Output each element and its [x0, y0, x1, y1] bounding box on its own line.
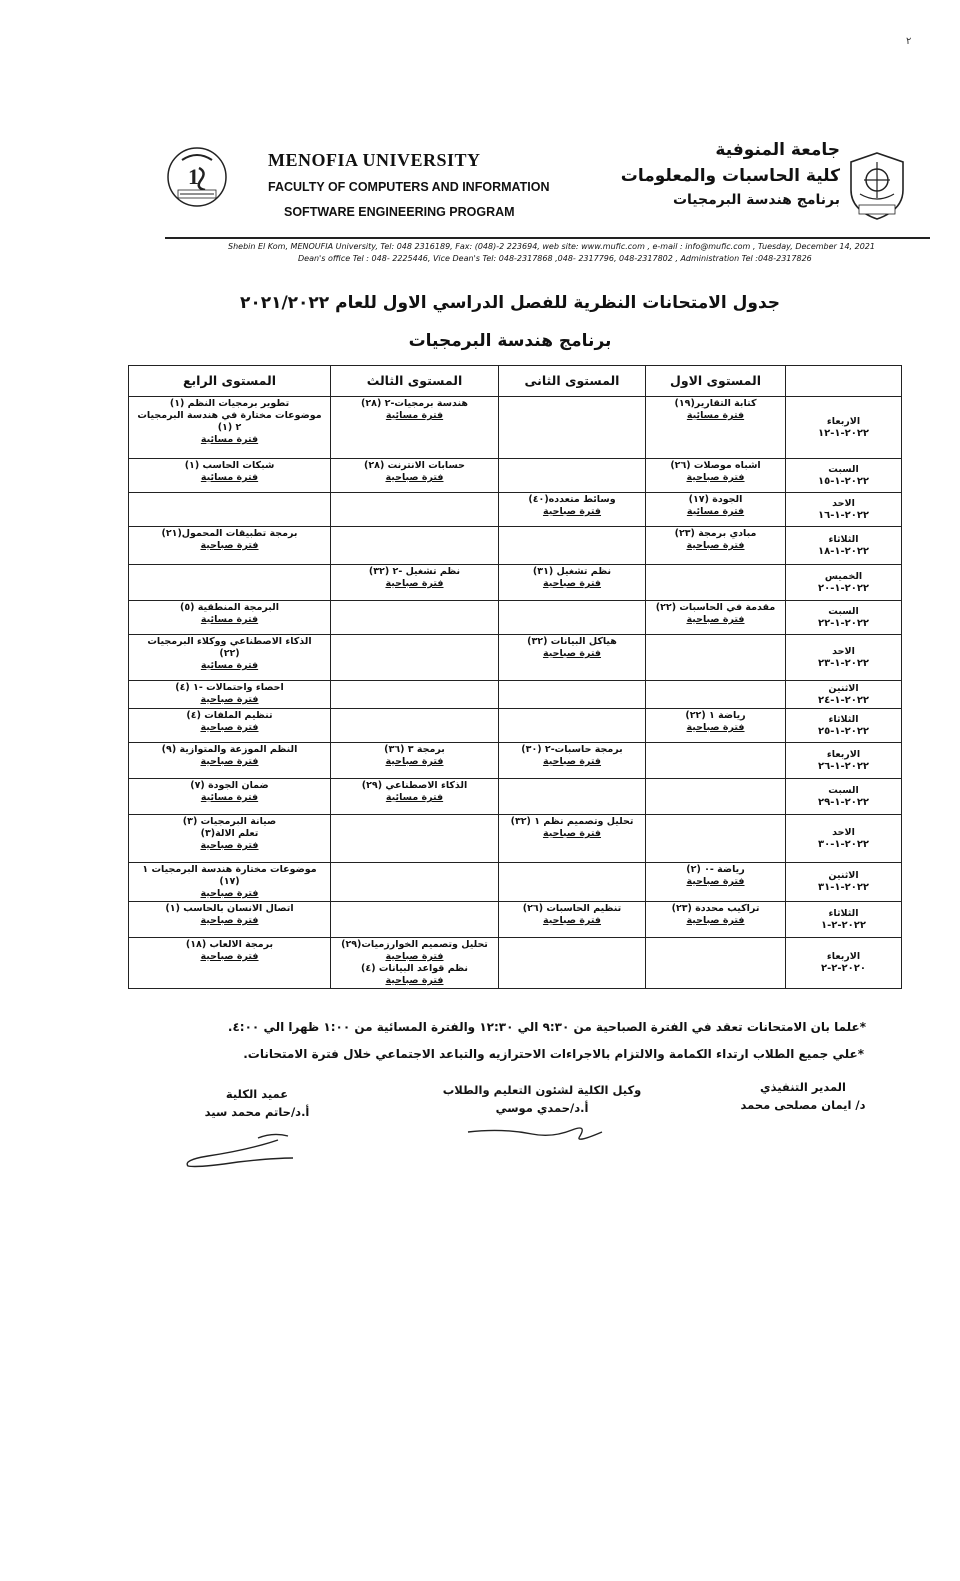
- table-row: [129, 459, 902, 493]
- level-2-cell: [499, 902, 646, 938]
- exam-date: ٢٠٢٢-١-٢٣: [817, 657, 870, 669]
- subject-name: تحليل وتصميم نظم ١ (٣٢): [510, 816, 634, 827]
- day-name: الاربعاء: [826, 951, 861, 962]
- exam-period: فترة صباحية: [542, 578, 602, 589]
- level-3-cell: [331, 681, 499, 709]
- exam-period: فترة مسائية: [686, 410, 745, 421]
- level-4-cell: [129, 601, 331, 635]
- exam-period: فترة صباحية: [385, 472, 444, 483]
- exam-period: فترة مسائية: [686, 506, 745, 517]
- level-3-cell: [331, 938, 499, 989]
- exam-period: فترة صباحية: [686, 540, 745, 551]
- day-cell: [786, 459, 902, 493]
- subject-name: رياضة -٠ (٢): [686, 864, 745, 875]
- subject-name: كتابة التقارير(١٩): [674, 398, 757, 409]
- schedule-title: جدول الامتحانات النظرية للفصل الدراسي الاول للعام ٢٠٢١/٢٠٢٢: [239, 293, 781, 313]
- level-1-cell: [646, 902, 786, 938]
- vice-dean-title: وكيل الكلية لشئون التعليم والطلاب: [442, 1083, 642, 1097]
- day-cell: [786, 743, 902, 779]
- exam-period: فترة مسائية: [200, 792, 259, 803]
- level-4-cell: [129, 743, 331, 779]
- vice-dean-name: أ.د/حمدي موسي: [495, 1101, 589, 1115]
- day-name: الاثنين: [828, 870, 859, 881]
- level-1-cell: [646, 743, 786, 779]
- level-2-cell: [499, 938, 646, 989]
- subject-name: مبادي برمجة (٢٣): [674, 528, 757, 539]
- exam-period: فترة صباحية: [686, 915, 745, 926]
- exam-period: فترة صباحية: [385, 756, 444, 767]
- subject-name: موضوعات مختارة هندسة البرمجيات ١: [142, 864, 317, 875]
- day-name: الاربعاء: [826, 748, 861, 760]
- exam-date: ٢٠٢٢-١-١٢: [817, 427, 870, 439]
- day-cell: [786, 397, 902, 459]
- day-name: الاربعاء: [826, 415, 861, 427]
- exam-period: فترة صباحية: [686, 614, 745, 625]
- subject-name: الذكاء الاصطناعي ووكلاء البرمجيات: [147, 636, 312, 647]
- level-4-cell: [129, 779, 331, 815]
- exam-period: فترة صباحية: [385, 951, 444, 962]
- table-row: [129, 709, 902, 743]
- level-3-cell: [331, 493, 499, 527]
- level-3-cell: [331, 397, 499, 459]
- level-3-cell: [331, 743, 499, 779]
- table-row: [129, 743, 902, 779]
- exam-period: فترة مسائية: [200, 660, 259, 671]
- subject-name: هياكل البيانات (٣٢): [527, 636, 617, 647]
- subject-name: نظم قواعد البيانات (٤): [361, 963, 468, 974]
- subject-name: حسابات الانترنت (٢٨): [364, 460, 465, 471]
- level-2-cell: [499, 459, 646, 493]
- day-name: الثلاثاء: [828, 907, 859, 919]
- level-3-cell: [331, 459, 499, 493]
- subject-name: تحليل وتصميم الخوارزميات(٢٩): [341, 939, 488, 950]
- level-4-cell: [129, 459, 331, 493]
- level-2-cell: [499, 815, 646, 863]
- table-row: [129, 635, 902, 681]
- level-3-cell: [331, 709, 499, 743]
- table-row: [129, 565, 902, 601]
- day-name: السبت: [828, 784, 859, 796]
- level-3-cell: [331, 635, 499, 681]
- university-name-en: MENOFIA UNIVERSITY: [268, 150, 481, 170]
- exam-period: فترة صباحية: [200, 915, 259, 926]
- exam-period: فترة صباحية: [200, 840, 259, 851]
- day-name: الخميس: [824, 570, 863, 582]
- svg-text:1: 1: [188, 164, 199, 189]
- contact-line-1: Shebin El Kom, MENOUFIA University, Tel: 048 2316189, Fax: (048)-2 223694, web site: www.mufic.com , e-mail : info@mufic.com , Tuesday, December 14, 2021: [228, 242, 875, 251]
- level-1-cell: [646, 493, 786, 527]
- signature-vice-dean: [432, 1083, 652, 1115]
- exam-date: ٢٠٢٢-١-٢٦: [817, 760, 870, 772]
- table-row: [129, 681, 902, 709]
- subject-name: شبكات الحاسب (١): [184, 460, 275, 471]
- subject-name: تنظيم الحاسبات (٢٦): [522, 903, 622, 914]
- exam-schedule-table: [128, 365, 902, 989]
- table-row: [129, 493, 902, 527]
- table-row: [129, 938, 902, 989]
- subject-name: صيانة البرمجيات (٣): [182, 816, 277, 827]
- level-2-cell: [499, 681, 646, 709]
- program-name-ar: برنامج هندسة البرمجيات: [672, 192, 840, 208]
- note-exam-times: *علما بان الامتحانات تعقد في الفترة الصباحية من ٩:٣٠ الي ١٢:٣٠ والفترة المسائية من ١:٠٠ ظهرا الي ٤:٠٠.: [227, 1020, 866, 1034]
- day-name: الاحد: [832, 497, 855, 509]
- executive-title: المدير التنفيذي: [760, 1080, 846, 1094]
- table-row: [129, 779, 902, 815]
- level-2-cell: [499, 493, 646, 527]
- faculty-name-ar: كلية الحاسبات والمعلومات: [620, 166, 840, 186]
- exam-period: فترة مسائية: [385, 410, 444, 421]
- level-2-cell: [499, 709, 646, 743]
- table-row: [129, 527, 902, 565]
- subject-name: (١٧): [219, 876, 240, 887]
- program-name-en: SOFTWARE ENGINEERING PROGRAM: [284, 205, 515, 219]
- day-cell: [786, 938, 902, 989]
- table-header-row: [129, 366, 902, 397]
- exam-date: ٢٠٢٢-١-٢٢: [817, 617, 870, 629]
- level-1-cell: [646, 527, 786, 565]
- dean-title: عميد الكلية: [225, 1087, 289, 1101]
- level-4-cell: [129, 527, 331, 565]
- level-1-cell: [646, 601, 786, 635]
- level-3-cell: [331, 565, 499, 601]
- level-4-cell: [129, 815, 331, 863]
- day-cell: [786, 601, 902, 635]
- subject-name: احصاء واحتمالات -١ (٤): [175, 682, 284, 693]
- day-name: الاحد: [832, 826, 855, 838]
- faculty-logo: [166, 146, 228, 208]
- signature-executive: [738, 1080, 868, 1112]
- subject-name: ٢ (١): [217, 422, 242, 433]
- day-name: الاحد: [832, 645, 855, 657]
- university-logo: [846, 150, 908, 222]
- day-name: السبت: [828, 605, 859, 617]
- exam-period: فترة مسائية: [385, 792, 444, 803]
- level-4-cell: [129, 709, 331, 743]
- level-4-cell: [129, 493, 331, 527]
- exam-period: فترة صباحية: [686, 876, 745, 887]
- header-level-2: المستوى الثانى: [499, 366, 646, 397]
- day-cell: [786, 902, 902, 938]
- exam-period: فترة صباحية: [200, 722, 259, 733]
- exam-date: ٢٠٢٢-١-٢٥: [817, 725, 870, 737]
- level-1-cell: [646, 459, 786, 493]
- note-covid-measures: *علي جميع الطلاب ارتداء الكمامة والالتزام بالاجراءات الاحترازيه والتباعد الاجتماعي خلال فترة الامتحانات.: [243, 1047, 864, 1061]
- header-level-4: المستوى الرابع: [129, 366, 331, 397]
- level-1-cell: [646, 938, 786, 989]
- exam-period: فترة صباحية: [200, 540, 259, 551]
- level-3-cell: [331, 902, 499, 938]
- day-cell: [786, 815, 902, 863]
- subject-name: اتصال الانسان بالحاسب (١): [165, 903, 294, 914]
- day-cell: [786, 493, 902, 527]
- subject-name: البرمجة المنطقية (٥): [179, 602, 279, 613]
- header-divider: [165, 237, 930, 239]
- day-cell: [786, 565, 902, 601]
- level-4-cell: [129, 397, 331, 459]
- header-level-1: المستوى الاول: [646, 366, 786, 397]
- subject-name: تنظيم الملفات (٤): [186, 710, 273, 721]
- level-2-cell: [499, 779, 646, 815]
- subject-name: مقدمة في الحاسبات (٢٢): [655, 602, 776, 613]
- day-cell: [786, 863, 902, 902]
- day-cell: [786, 527, 902, 565]
- exam-date: ٢٠٢٢-١-١٨: [817, 545, 870, 557]
- subject-name: الذكاء الاصطناعي (٢٩): [361, 780, 468, 791]
- level-2-cell: [499, 601, 646, 635]
- subject-name: برمجة تطبيقات المحمول(٢١): [161, 528, 298, 539]
- level-3-cell: [331, 863, 499, 902]
- subject-name: برمجة الالعاب (١٨): [185, 939, 274, 950]
- day-name: الاثنين: [828, 682, 859, 694]
- exam-date: ٢٠٢٢-١-٢٩: [817, 796, 870, 808]
- executive-name: د/ ايمان مصلحى محمد: [740, 1098, 866, 1112]
- table-row: [129, 601, 902, 635]
- faculty-name-en: FACULTY OF COMPUTERS AND INFORMATION: [268, 180, 550, 194]
- subject-name: النظم الموزعة والمتوازية (٩): [161, 744, 298, 755]
- exam-period: فترة صباحية: [385, 975, 444, 986]
- subject-name: اشباه موصلات (٢٦): [670, 460, 761, 471]
- exam-period: فترة صباحية: [385, 578, 444, 589]
- day-name: السبت: [828, 463, 859, 475]
- subject-name: تطوير برمجيات النظم (١): [169, 398, 290, 409]
- level-4-cell: [129, 902, 331, 938]
- level-1-cell: [646, 565, 786, 601]
- exam-date: ٢٠٢٠-٢-٢: [821, 963, 866, 974]
- exam-period: فترة صباحية: [542, 648, 602, 659]
- subject-name: هندسة برمجيات-٢ (٢٨): [361, 398, 468, 409]
- exam-date: ٢٠٢٢-١-٣٠: [817, 838, 870, 850]
- exam-date: ٢٠٢٢-١-٢٠: [817, 582, 870, 594]
- day-name: الثلاثاء: [828, 713, 859, 725]
- exam-period: فترة صباحية: [686, 722, 745, 733]
- dean-name: أ.د/حاتم محمد سيد: [204, 1105, 310, 1119]
- subject-name: الجودة (١٧): [688, 494, 743, 505]
- exam-period: فترة صباحية: [200, 888, 259, 899]
- table-row: [129, 863, 902, 902]
- subject-name: برمجة حاسبات-٢ (٣٠): [521, 744, 623, 755]
- table-row: [129, 397, 902, 459]
- level-2-cell: [499, 743, 646, 779]
- level-2-cell: [499, 527, 646, 565]
- level-3-cell: [331, 779, 499, 815]
- subject-name: تعلم الالة(٣): [200, 828, 259, 839]
- subject-name: ضمان الجودة (٧): [190, 780, 269, 791]
- level-1-cell: [646, 815, 786, 863]
- subject-name: نظم تشغيل (٣١): [532, 566, 612, 577]
- level-4-cell: [129, 565, 331, 601]
- level-1-cell: [646, 681, 786, 709]
- table-row: [129, 902, 902, 938]
- level-1-cell: [646, 863, 786, 902]
- level-4-cell: [129, 635, 331, 681]
- subject-name: وسائط متعدده(٤٠): [528, 494, 616, 505]
- exam-period: فترة مسائية: [200, 434, 259, 445]
- exam-date: ٢٠٢٢-١-٢٤: [817, 694, 870, 706]
- level-2-cell: [499, 565, 646, 601]
- page-number: ٢: [906, 36, 912, 47]
- day-cell: [786, 779, 902, 815]
- level-3-cell: [331, 527, 499, 565]
- schedule-subtitle: برنامج هندسة البرمجيات: [408, 331, 612, 351]
- table-row: [129, 815, 902, 863]
- subject-name: برمجة ٣ (٣٦): [384, 744, 445, 755]
- subject-name: (٢٢): [219, 648, 240, 659]
- level-1-cell: [646, 709, 786, 743]
- level-4-cell: [129, 863, 331, 902]
- header-level-3: المستوى الثالث: [331, 366, 499, 397]
- exam-period: فترة مسائية: [200, 614, 259, 625]
- exam-date: ٢٠٢٢-١-١٥: [817, 475, 870, 487]
- day-cell: [786, 635, 902, 681]
- level-1-cell: [646, 397, 786, 459]
- day-name: الثلاثاء: [828, 533, 859, 545]
- header-day: [786, 366, 902, 397]
- level-1-cell: [646, 635, 786, 681]
- exam-period: فترة صباحية: [542, 915, 602, 926]
- exam-period: فترة صباحية: [686, 472, 745, 483]
- vice-dean-signature-mark: [462, 1118, 612, 1148]
- day-cell: [786, 681, 902, 709]
- level-3-cell: [331, 601, 499, 635]
- level-2-cell: [499, 863, 646, 902]
- level-2-cell: [499, 635, 646, 681]
- exam-date: ٢٠٢٢-٢-١: [821, 919, 866, 931]
- exam-period: فترة صباحية: [542, 756, 602, 767]
- exam-period: فترة صباحية: [542, 506, 602, 517]
- contact-line-2: Dean's office Tel : 048- 2225446, Vice Dean's Tel: 048-2317868 ,048- 2317796, 048-2317802 , Administration Tel :048-2317826: [298, 254, 812, 263]
- day-cell: [786, 709, 902, 743]
- dean-signature-mark: [178, 1128, 308, 1173]
- level-4-cell: [129, 681, 331, 709]
- exam-period: فترة صباحية: [200, 951, 259, 962]
- exam-period: فترة صباحية: [200, 756, 259, 767]
- subject-name: تراكيب محددة (٢٣): [671, 903, 760, 914]
- exam-period: فترة صباحية: [542, 828, 602, 839]
- subject-name: موضوعات مختارة في هندسة البرمجيات: [137, 410, 322, 421]
- level-2-cell: [499, 397, 646, 459]
- level-1-cell: [646, 779, 786, 815]
- exam-period: فترة صباحية: [200, 694, 259, 705]
- subject-name: رياضة ١ (٢٢): [685, 710, 746, 721]
- exam-period: فترة مسائية: [200, 472, 259, 483]
- signature-dean: [192, 1087, 322, 1119]
- level-4-cell: [129, 938, 331, 989]
- subject-name: نظم تشغيل -٢ (٣٢): [368, 566, 461, 577]
- university-name-ar: جامعة المنوفية: [715, 140, 840, 160]
- level-3-cell: [331, 815, 499, 863]
- exam-date: ٢٠٢٢-١-١٦: [817, 509, 870, 521]
- exam-date: ٢٠٢٢-١-٣١: [817, 882, 870, 893]
